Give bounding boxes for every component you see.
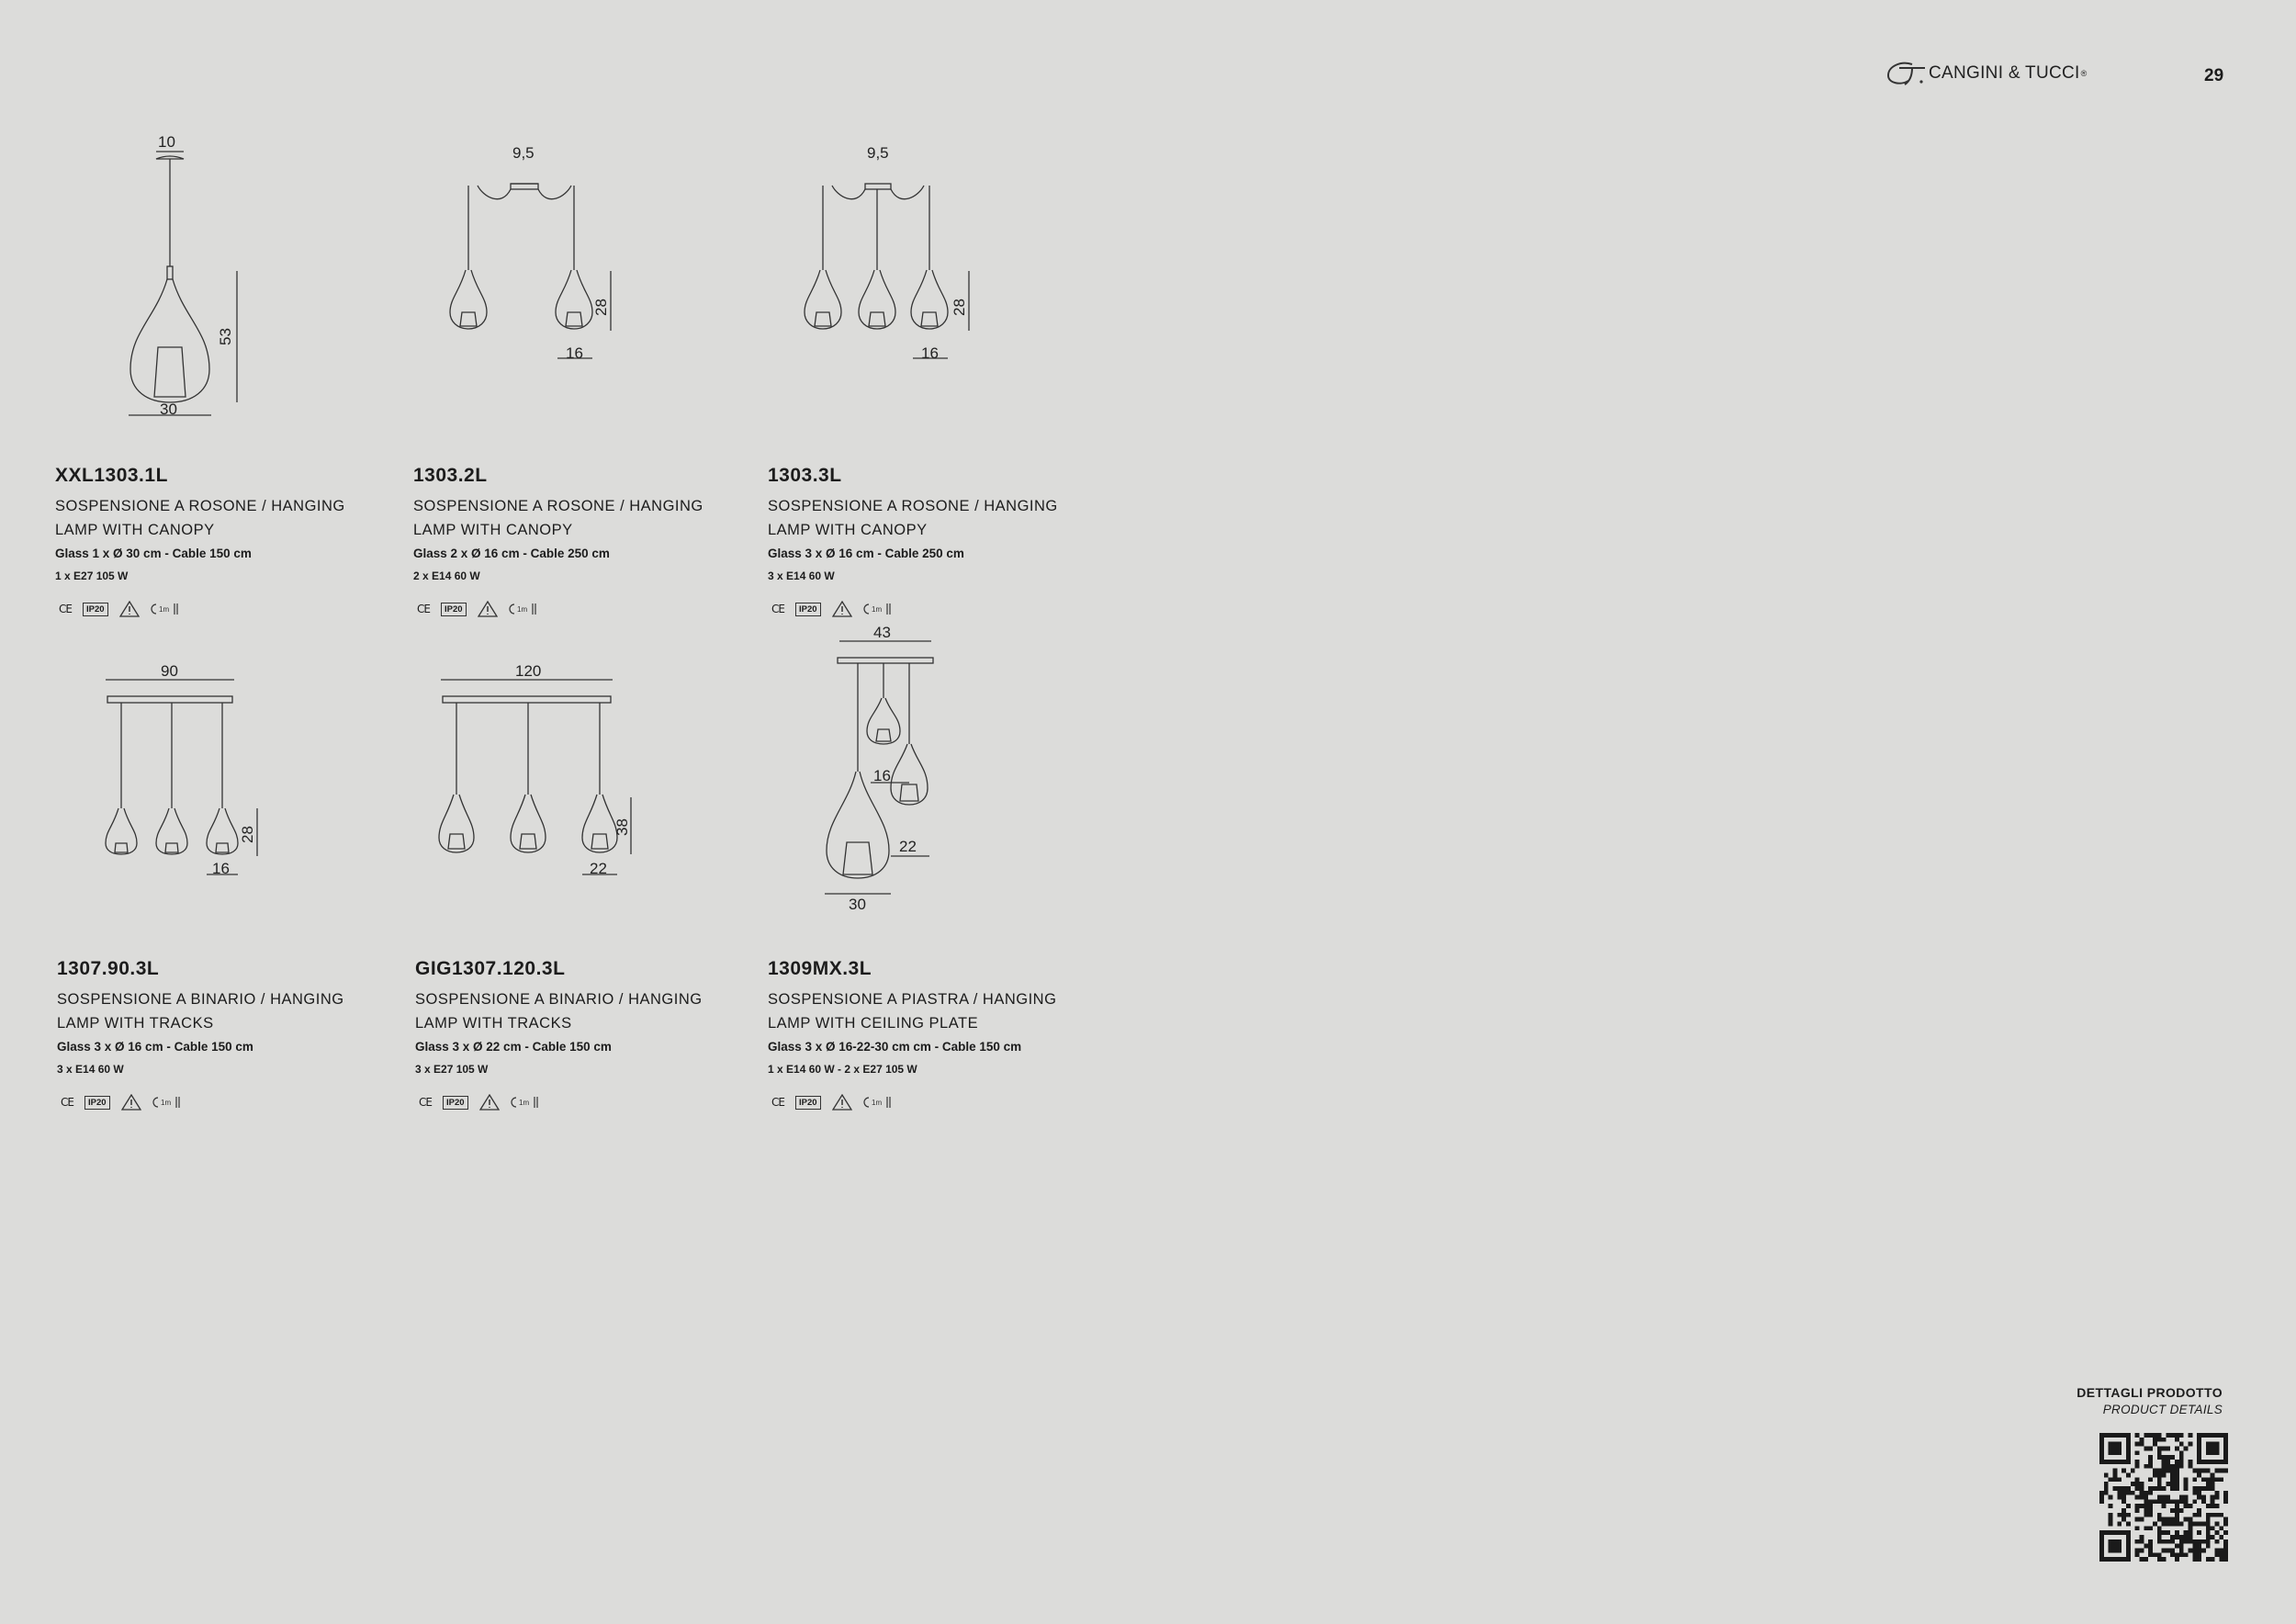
distance-label: 1m bbox=[871, 1099, 882, 1107]
product-desc-line2: LAMP WITH CEILING PLATE bbox=[768, 1015, 979, 1032]
certifications bbox=[415, 1092, 746, 1112]
product-lamp: 3 x E14 60 W bbox=[57, 1063, 124, 1076]
ce-mark: CE bbox=[771, 1096, 784, 1109]
product-code: 1309MX.3L bbox=[768, 958, 872, 979]
product-desc-line1: SOSPENSIONE A ROSONE / HANGING bbox=[768, 498, 1058, 514]
product-code: GIG1307.120.3L bbox=[415, 958, 566, 979]
product-desc-line2: LAMP WITH CANOPY bbox=[413, 522, 573, 538]
product-1303-3l bbox=[768, 465, 1098, 619]
distance-1m-icon bbox=[863, 602, 893, 616]
warning-triangle-icon bbox=[119, 601, 140, 617]
dim-small: 16 bbox=[873, 767, 891, 784]
distance-label: 1m bbox=[871, 605, 882, 614]
product-code: 1303.3L bbox=[768, 465, 842, 486]
dim-height: 28 bbox=[951, 299, 968, 316]
product-1307-90-3l bbox=[57, 958, 388, 1112]
product-glass: Glass 3 x Ø 16 cm - Cable 150 cm bbox=[57, 1040, 253, 1054]
product-desc-line1: SOSPENSIONE A ROSONE / HANGING bbox=[413, 498, 703, 514]
dim-track: 90 bbox=[161, 662, 178, 680]
product-1309mx-3l bbox=[768, 958, 1098, 1112]
distance-label: 1m bbox=[516, 605, 527, 614]
ce-mark: CE bbox=[59, 603, 72, 615]
certifications bbox=[57, 1092, 388, 1112]
drawing-xxl1303-1l bbox=[110, 129, 276, 432]
qr-code-icon[interactable] bbox=[2099, 1433, 2228, 1562]
page-number: 29 bbox=[2204, 66, 2224, 85]
product-gig1307-120-3l bbox=[415, 958, 746, 1112]
distance-1m-icon bbox=[152, 1095, 182, 1110]
drawing-gig1307-120-3l bbox=[436, 661, 647, 882]
product-code: 1303.2L bbox=[413, 465, 488, 486]
dim-height: 38 bbox=[613, 818, 631, 836]
product-code: 1307.90.3L bbox=[57, 958, 160, 979]
distance-1m-icon bbox=[863, 1095, 893, 1110]
distance-1m-icon bbox=[509, 602, 538, 616]
product-details-block bbox=[2076, 1385, 2223, 1416]
product-desc-line2: LAMP WITH CANOPY bbox=[768, 522, 928, 538]
dim-medium: 22 bbox=[899, 838, 917, 855]
product-desc-line2: LAMP WITH TRACKS bbox=[57, 1015, 214, 1032]
product-glass: Glass 2 x Ø 16 cm - Cable 250 cm bbox=[413, 547, 610, 560]
warning-triangle-icon bbox=[479, 1094, 500, 1111]
product-lamp: 3 x E27 105 W bbox=[415, 1063, 489, 1076]
ip-rating: IP20 bbox=[84, 1096, 110, 1110]
distance-label: 1m bbox=[160, 1099, 171, 1107]
brand-name: CANGINI & TUCCI bbox=[1929, 63, 2080, 83]
dim-width: 16 bbox=[921, 344, 939, 362]
dim-height: 28 bbox=[592, 299, 610, 316]
certifications bbox=[768, 599, 1098, 619]
product-lamp: 1 x E14 60 W - 2 x E27 105 W bbox=[768, 1063, 917, 1076]
warning-triangle-icon bbox=[478, 601, 498, 617]
dim-plate: 43 bbox=[873, 624, 891, 641]
distance-label: 1m bbox=[158, 605, 169, 614]
ip-rating: IP20 bbox=[83, 603, 108, 616]
product-desc-line1: SOSPENSIONE A PIASTRA / HANGING bbox=[768, 991, 1057, 1008]
product-lamp: 3 x E14 60 W bbox=[768, 570, 835, 582]
product-glass: Glass 3 x Ø 16-22-30 cm cm - Cable 150 cm bbox=[768, 1040, 1022, 1054]
product-glass: Glass 1 x Ø 30 cm - Cable 150 cm bbox=[55, 547, 252, 560]
product-code: XXL1303.1L bbox=[55, 465, 168, 486]
dim-canopy: 9,5 bbox=[867, 144, 889, 162]
ce-mark: CE bbox=[61, 1096, 73, 1109]
warning-triangle-icon bbox=[121, 1094, 141, 1111]
product-desc-line1: SOSPENSIONE A BINARIO / HANGING bbox=[415, 991, 703, 1008]
ce-mark: CE bbox=[771, 603, 784, 615]
dim-track: 120 bbox=[515, 662, 542, 680]
dim-canopy: 10 bbox=[158, 133, 175, 151]
ip-rating: IP20 bbox=[795, 1096, 821, 1110]
product-glass: Glass 3 x Ø 22 cm - Cable 150 cm bbox=[415, 1040, 612, 1054]
dim-large: 30 bbox=[849, 896, 866, 913]
product-1303-2l bbox=[413, 465, 744, 619]
brand-logo bbox=[1885, 55, 2096, 92]
ce-mark: CE bbox=[417, 603, 430, 615]
details-subtitle: PRODUCT DETAILS bbox=[2102, 1403, 2223, 1416]
distance-1m-icon bbox=[151, 602, 180, 616]
certifications bbox=[768, 1092, 1098, 1112]
product-lamp: 1 x E27 105 W bbox=[55, 570, 129, 582]
dim-height: 28 bbox=[239, 826, 256, 843]
warning-triangle-icon bbox=[832, 601, 852, 617]
product-lamp: 2 x E14 60 W bbox=[413, 570, 480, 582]
product-xxl1303-1l bbox=[55, 465, 386, 619]
product-desc-line1: SOSPENSIONE A ROSONE / HANGING bbox=[55, 498, 345, 514]
dim-width: 16 bbox=[566, 344, 583, 362]
distance-1m-icon bbox=[511, 1095, 540, 1110]
brand-registered-mark: ® bbox=[2080, 69, 2088, 78]
ip-rating: IP20 bbox=[443, 1096, 468, 1110]
drawing-1309mx-3l bbox=[808, 625, 955, 919]
certifications bbox=[55, 599, 386, 619]
drawing-1303-3l bbox=[799, 138, 983, 367]
product-desc-line2: LAMP WITH TRACKS bbox=[415, 1015, 572, 1032]
drawing-1307-90-3l bbox=[96, 661, 280, 882]
distance-label: 1m bbox=[518, 1099, 529, 1107]
product-desc-line1: SOSPENSIONE A BINARIO / HANGING bbox=[57, 991, 344, 1008]
certifications bbox=[413, 599, 744, 619]
dim-width: 22 bbox=[590, 860, 607, 877]
ip-rating: IP20 bbox=[795, 603, 821, 616]
details-title: DETTAGLI PRODOTTO bbox=[2077, 1385, 2223, 1400]
drawing-1303-2l bbox=[441, 138, 652, 367]
product-glass: Glass 3 x Ø 16 cm - Cable 250 cm bbox=[768, 547, 964, 560]
ce-mark: CE bbox=[419, 1096, 432, 1109]
dim-canopy: 9,5 bbox=[512, 144, 535, 162]
product-desc-line2: LAMP WITH CANOPY bbox=[55, 522, 215, 538]
dim-width: 16 bbox=[212, 860, 230, 877]
ip-rating: IP20 bbox=[441, 603, 467, 616]
brand-monogram-icon bbox=[1885, 59, 1927, 88]
dim-height: 53 bbox=[217, 328, 234, 345]
warning-triangle-icon bbox=[832, 1094, 852, 1111]
dim-width: 30 bbox=[160, 400, 177, 418]
